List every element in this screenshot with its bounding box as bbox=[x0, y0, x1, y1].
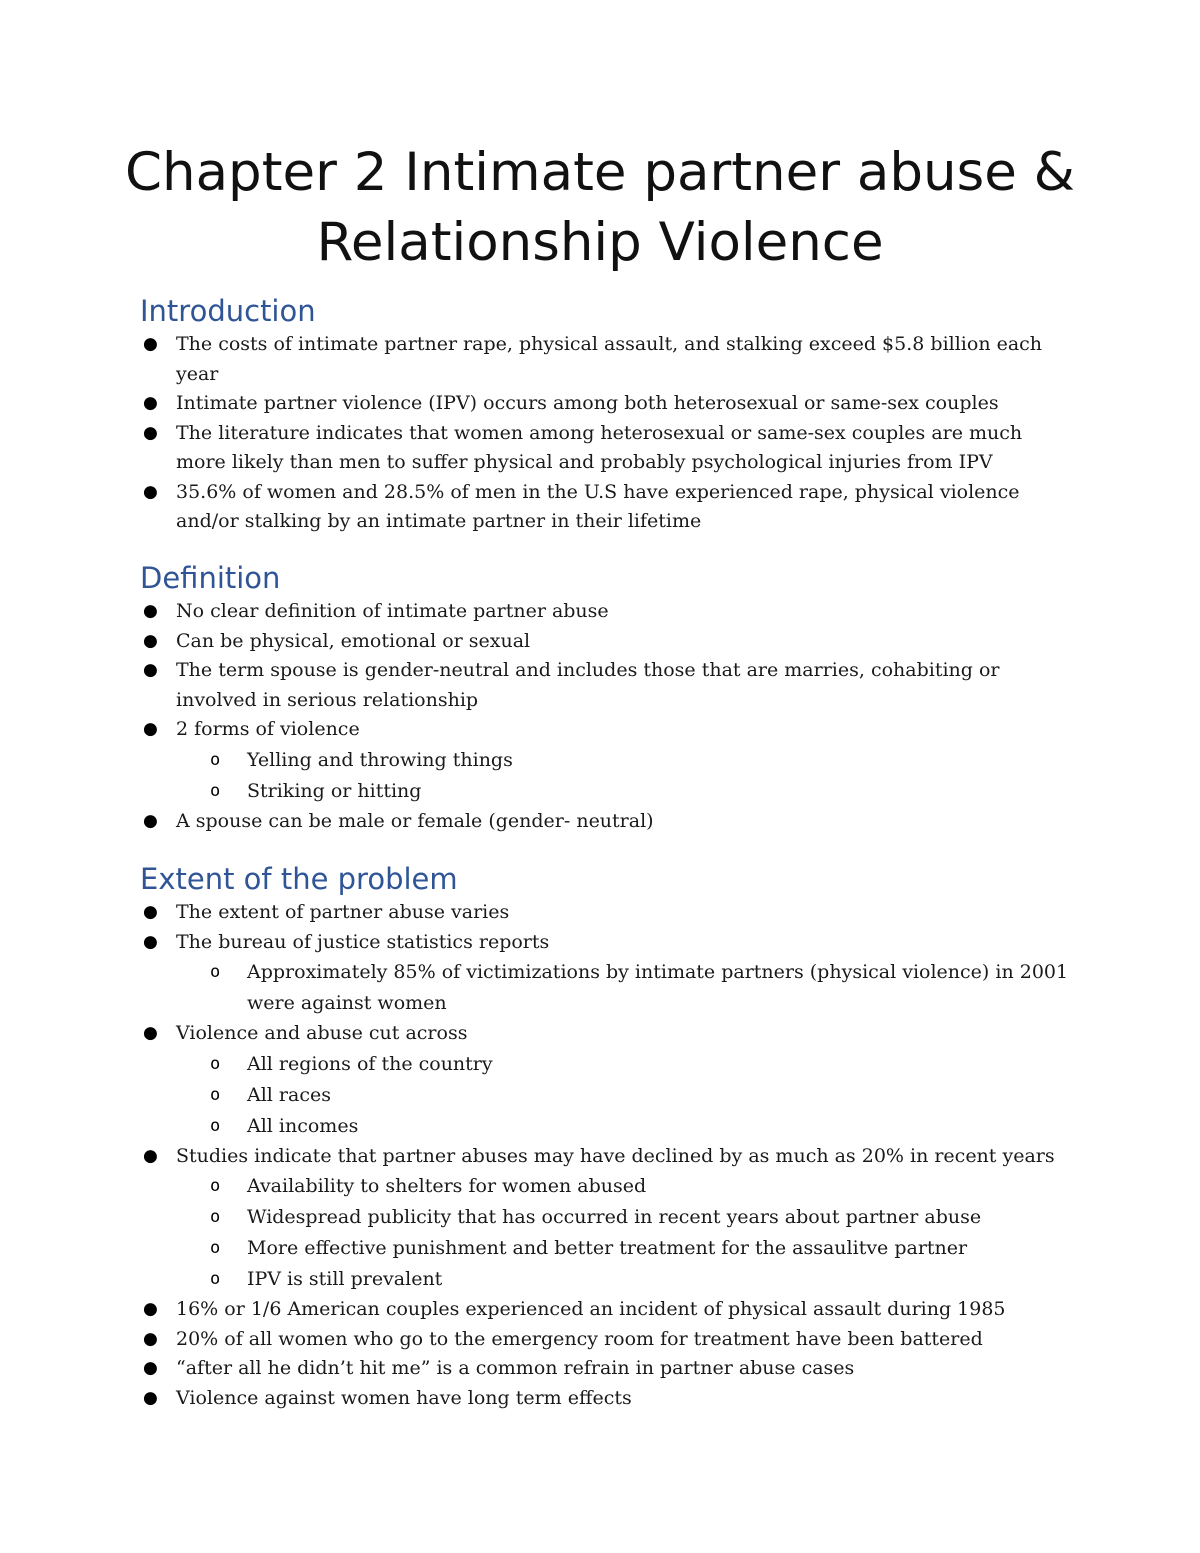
bullet-icon: ● bbox=[143, 630, 158, 651]
sub-list-item-text: All regions of the country bbox=[247, 1052, 493, 1075]
sub-list-item-text: All races bbox=[247, 1083, 331, 1106]
sub-list-item bbox=[176, 1049, 1070, 1080]
sub-bullet-list bbox=[176, 1171, 1070, 1295]
bullet-icon: ● bbox=[143, 902, 158, 922]
bullet-icon: ● bbox=[143, 1387, 158, 1408]
bullet-icon: ● bbox=[143, 481, 158, 502]
sub-list-item-text: All incomes bbox=[247, 1114, 359, 1137]
list-item bbox=[140, 627, 1070, 657]
circle-bullet-icon: o bbox=[210, 962, 221, 982]
circle-bullet-icon: o bbox=[210, 780, 221, 801]
section-extent-of-the-problem bbox=[140, 860, 1070, 1413]
list-item bbox=[140, 419, 1070, 478]
list-item-text: The extent of partner abuse varies bbox=[176, 901, 510, 923]
section-heading: Definition bbox=[140, 561, 281, 595]
list-item-text: The term spouse is gender-neutral and includes those that are marries, cohabiting or involved in serious relationship bbox=[176, 659, 1000, 711]
sub-bullet-list bbox=[176, 745, 1070, 807]
circle-bullet-icon: o bbox=[210, 749, 221, 770]
list-item-text: Studies indicate that partner abuses may have declined by as much as 20% in recent years bbox=[176, 1144, 1055, 1167]
list-item bbox=[140, 1325, 1070, 1355]
list-item bbox=[140, 1142, 1070, 1296]
list-item bbox=[140, 389, 1070, 419]
bullet-icon: ● bbox=[143, 1145, 158, 1166]
section-heading: Extent of the problem bbox=[140, 862, 458, 896]
sub-list-item-text: Widespread publicity that has occurred in recent years about partner abuse bbox=[247, 1206, 982, 1228]
bullet-list bbox=[140, 597, 1070, 836]
bullet-icon: ● bbox=[143, 719, 158, 739]
bullet-list bbox=[140, 330, 1070, 537]
sub-list-item bbox=[176, 776, 1070, 807]
list-item bbox=[140, 807, 1070, 837]
list-item bbox=[140, 597, 1070, 627]
section-introduction bbox=[140, 292, 1070, 537]
bullet-icon: ● bbox=[143, 422, 158, 443]
circle-bullet-icon: o bbox=[210, 1207, 221, 1227]
list-item bbox=[140, 928, 1070, 1020]
list-item bbox=[140, 1354, 1070, 1384]
sub-list-item bbox=[176, 1202, 1070, 1233]
circle-bullet-icon: o bbox=[210, 1115, 221, 1136]
list-item-text: A spouse can be male or female (gender- neutral) bbox=[176, 809, 654, 832]
sub-list-item-text: Yelling and throwing things bbox=[247, 748, 513, 771]
bullet-icon: ● bbox=[143, 1023, 158, 1043]
bullet-icon: ● bbox=[143, 1328, 158, 1349]
sub-list-item-text: IPV is still prevalent bbox=[247, 1268, 443, 1290]
list-item-text: Intimate partner violence (IPV) occurs among both heterosexual or same-sex couples bbox=[176, 392, 999, 414]
list-item bbox=[140, 1384, 1070, 1414]
circle-bullet-icon: o bbox=[210, 1084, 221, 1105]
list-item bbox=[140, 478, 1070, 537]
list-item-text: Violence against women have long term effects bbox=[176, 1386, 632, 1409]
section-heading: Introduction bbox=[140, 294, 316, 328]
bullet-icon: ● bbox=[143, 1299, 158, 1319]
list-item-text: The bureau of justice statistics reports bbox=[176, 930, 550, 953]
list-item bbox=[140, 656, 1070, 715]
list-item-text: No clear definition of intimate partner abuse bbox=[176, 600, 609, 622]
list-item-text: The costs of intimate partner rape, physical assault, and stalking exceed $5.8 billion each year bbox=[176, 333, 1043, 385]
sub-list-item bbox=[176, 1080, 1070, 1111]
list-item bbox=[140, 330, 1070, 389]
sub-list-item-text: Approximately 85% of victimizations by intimate partners (physical violence) in 2001 were against women bbox=[247, 961, 1069, 1014]
page-title: Chapter 2 Intimate partner abuse & Relationship Violence bbox=[124, 142, 1075, 273]
section-definition bbox=[140, 559, 1070, 836]
sub-list-item bbox=[176, 1264, 1070, 1295]
sub-bullet-list bbox=[176, 1049, 1070, 1142]
bullet-icon: ● bbox=[143, 334, 158, 354]
list-item-text: 35.6% of women and 28.5% of men in the U.S have experienced rape, physical violence and/or stalking by an intimate partner in their lifetime bbox=[176, 480, 1020, 532]
sub-list-item bbox=[176, 1111, 1070, 1142]
bullet-icon: ● bbox=[143, 660, 158, 680]
bullet-icon: ● bbox=[143, 810, 158, 831]
circle-bullet-icon: o bbox=[210, 1176, 221, 1196]
circle-bullet-icon: o bbox=[210, 1269, 221, 1289]
circle-bullet-icon: o bbox=[210, 1053, 221, 1074]
sub-list-item bbox=[176, 745, 1070, 776]
sub-list-item bbox=[176, 957, 1070, 1019]
bullet-icon: ● bbox=[143, 931, 158, 952]
bullet-icon: ● bbox=[143, 601, 158, 621]
list-item bbox=[140, 898, 1070, 928]
circle-bullet-icon: o bbox=[210, 1238, 221, 1258]
bullet-list bbox=[140, 898, 1070, 1413]
list-item-text: The literature indicates that women among heterosexual or same-sex couples are much more likely than men to suffer physical and probably psychological injuries from IPV bbox=[176, 421, 1023, 473]
sub-list-item-text: Striking or hitting bbox=[247, 779, 422, 802]
list-item-text: Violence and abuse cut across bbox=[176, 1022, 468, 1044]
sub-list-item-text: More effective punishment and better treatment for the assaulitve partner bbox=[247, 1237, 968, 1259]
sub-bullet-list bbox=[176, 957, 1070, 1019]
list-item bbox=[140, 715, 1070, 807]
list-item bbox=[140, 1019, 1070, 1142]
bullet-icon: ● bbox=[143, 1358, 158, 1378]
list-item-text: Can be physical, emotional or sexual bbox=[176, 629, 531, 652]
sub-list-item bbox=[176, 1233, 1070, 1264]
list-item bbox=[140, 1295, 1070, 1325]
bullet-icon: ● bbox=[143, 393, 158, 413]
list-item-text: 16% or 1/6 American couples experienced an incident of physical assault during 1985 bbox=[176, 1298, 1006, 1320]
sub-list-item-text: Availability to shelters for women abused bbox=[247, 1175, 647, 1197]
list-item-text: 2 forms of violence bbox=[176, 718, 360, 740]
list-item-text: 20% of all women who go to the emergency room for treatment have been battered bbox=[176, 1327, 983, 1350]
sub-list-item bbox=[176, 1171, 1070, 1202]
list-item-text: “after all he didn’t hit me” is a common refrain in partner abuse cases bbox=[176, 1357, 855, 1379]
